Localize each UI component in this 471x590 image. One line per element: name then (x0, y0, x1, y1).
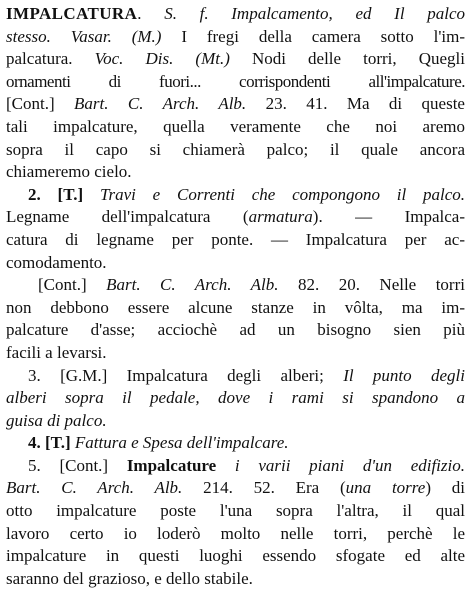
headword: IMPALCATURA (6, 4, 138, 23)
entry-line-7: sopra il capo si chiamerà palco; il quale ancora (6, 139, 465, 159)
sense-5-line-2: Bart. C. Arch. Alb. 214. 52. Era (una torre) di (6, 478, 465, 498)
sense-5-line-6: saranno del grazioso, e dello stabile. (6, 568, 253, 588)
entry-line-3: palcatura. Voc. Dis. (Mt.) Nodi delle torri, Quegli (6, 49, 465, 69)
sense-3-line-1: 3. [G.M.] Impalcatura degli alberi; Il punto degli (28, 365, 465, 385)
sense-5-line-3: otto impalcature poste l'una sopra l'altra, il qual (6, 501, 465, 521)
sense-2-line-3: catura di legname per ponte. — Impalcatura per ac- (6, 229, 465, 249)
sense-3-line-3: guisa di palco. (6, 410, 107, 430)
entry-line-1: IMPALCATURA. S. f. Impalcamento, ed Il palco (6, 4, 465, 23)
sense-4-line-1: 4. [T.] Fattura e Spesa dell'impalcare. (28, 433, 289, 453)
entry-line-4: ornamenti di fuori... corrispondenti all'impalcature. (6, 71, 465, 91)
sense-2-line-1: 2. [T.] Travi e Correnti che compongono il palco. (28, 184, 465, 204)
sense-2-quote-line-2: non debbono essere alcune stanze in vôlta, ma im- (6, 297, 465, 317)
sense-2-quote-line-1: [Cont.] Bart. C. Arch. Alb. 82. 20. Nelle torri (38, 275, 465, 295)
sense-5-line-4: lavoro certo io loderò molto nelle torri, perchè le (6, 523, 465, 543)
sense-3-line-2: alberi sopra il pedale, dove i rami si spandono a (6, 388, 465, 408)
entry-line-8: chiameremo cielo. (6, 162, 132, 182)
sense-2-line-4: comodamento. (6, 252, 107, 272)
entry-line-2: stesso. Vasar. (M.) I fregi della camera sotto l'im- (6, 26, 465, 46)
sense-5-line-1: 5. [Cont.] Impalcature i varii piani d'un edifizio. (28, 455, 465, 475)
sense-5-line-5: impalcature in questi luoghi essendo sfogate ed alte (6, 546, 465, 566)
entry-line-6: tali impalcature, quella veramente che noi aremo (6, 116, 465, 136)
sense-2-line-2: Legname dell'impalcatura (armatura). — Impalca- (6, 207, 465, 227)
sense-2-quote-line-4: facili a levarsi. (6, 342, 107, 362)
sense-2-quote-line-3: palcature d'asse; acciochè ad un bisogno sien più (6, 320, 465, 340)
entry-line-5: [Cont.] Bart. C. Arch. Alb. 23. 41. Ma di queste (6, 94, 465, 114)
